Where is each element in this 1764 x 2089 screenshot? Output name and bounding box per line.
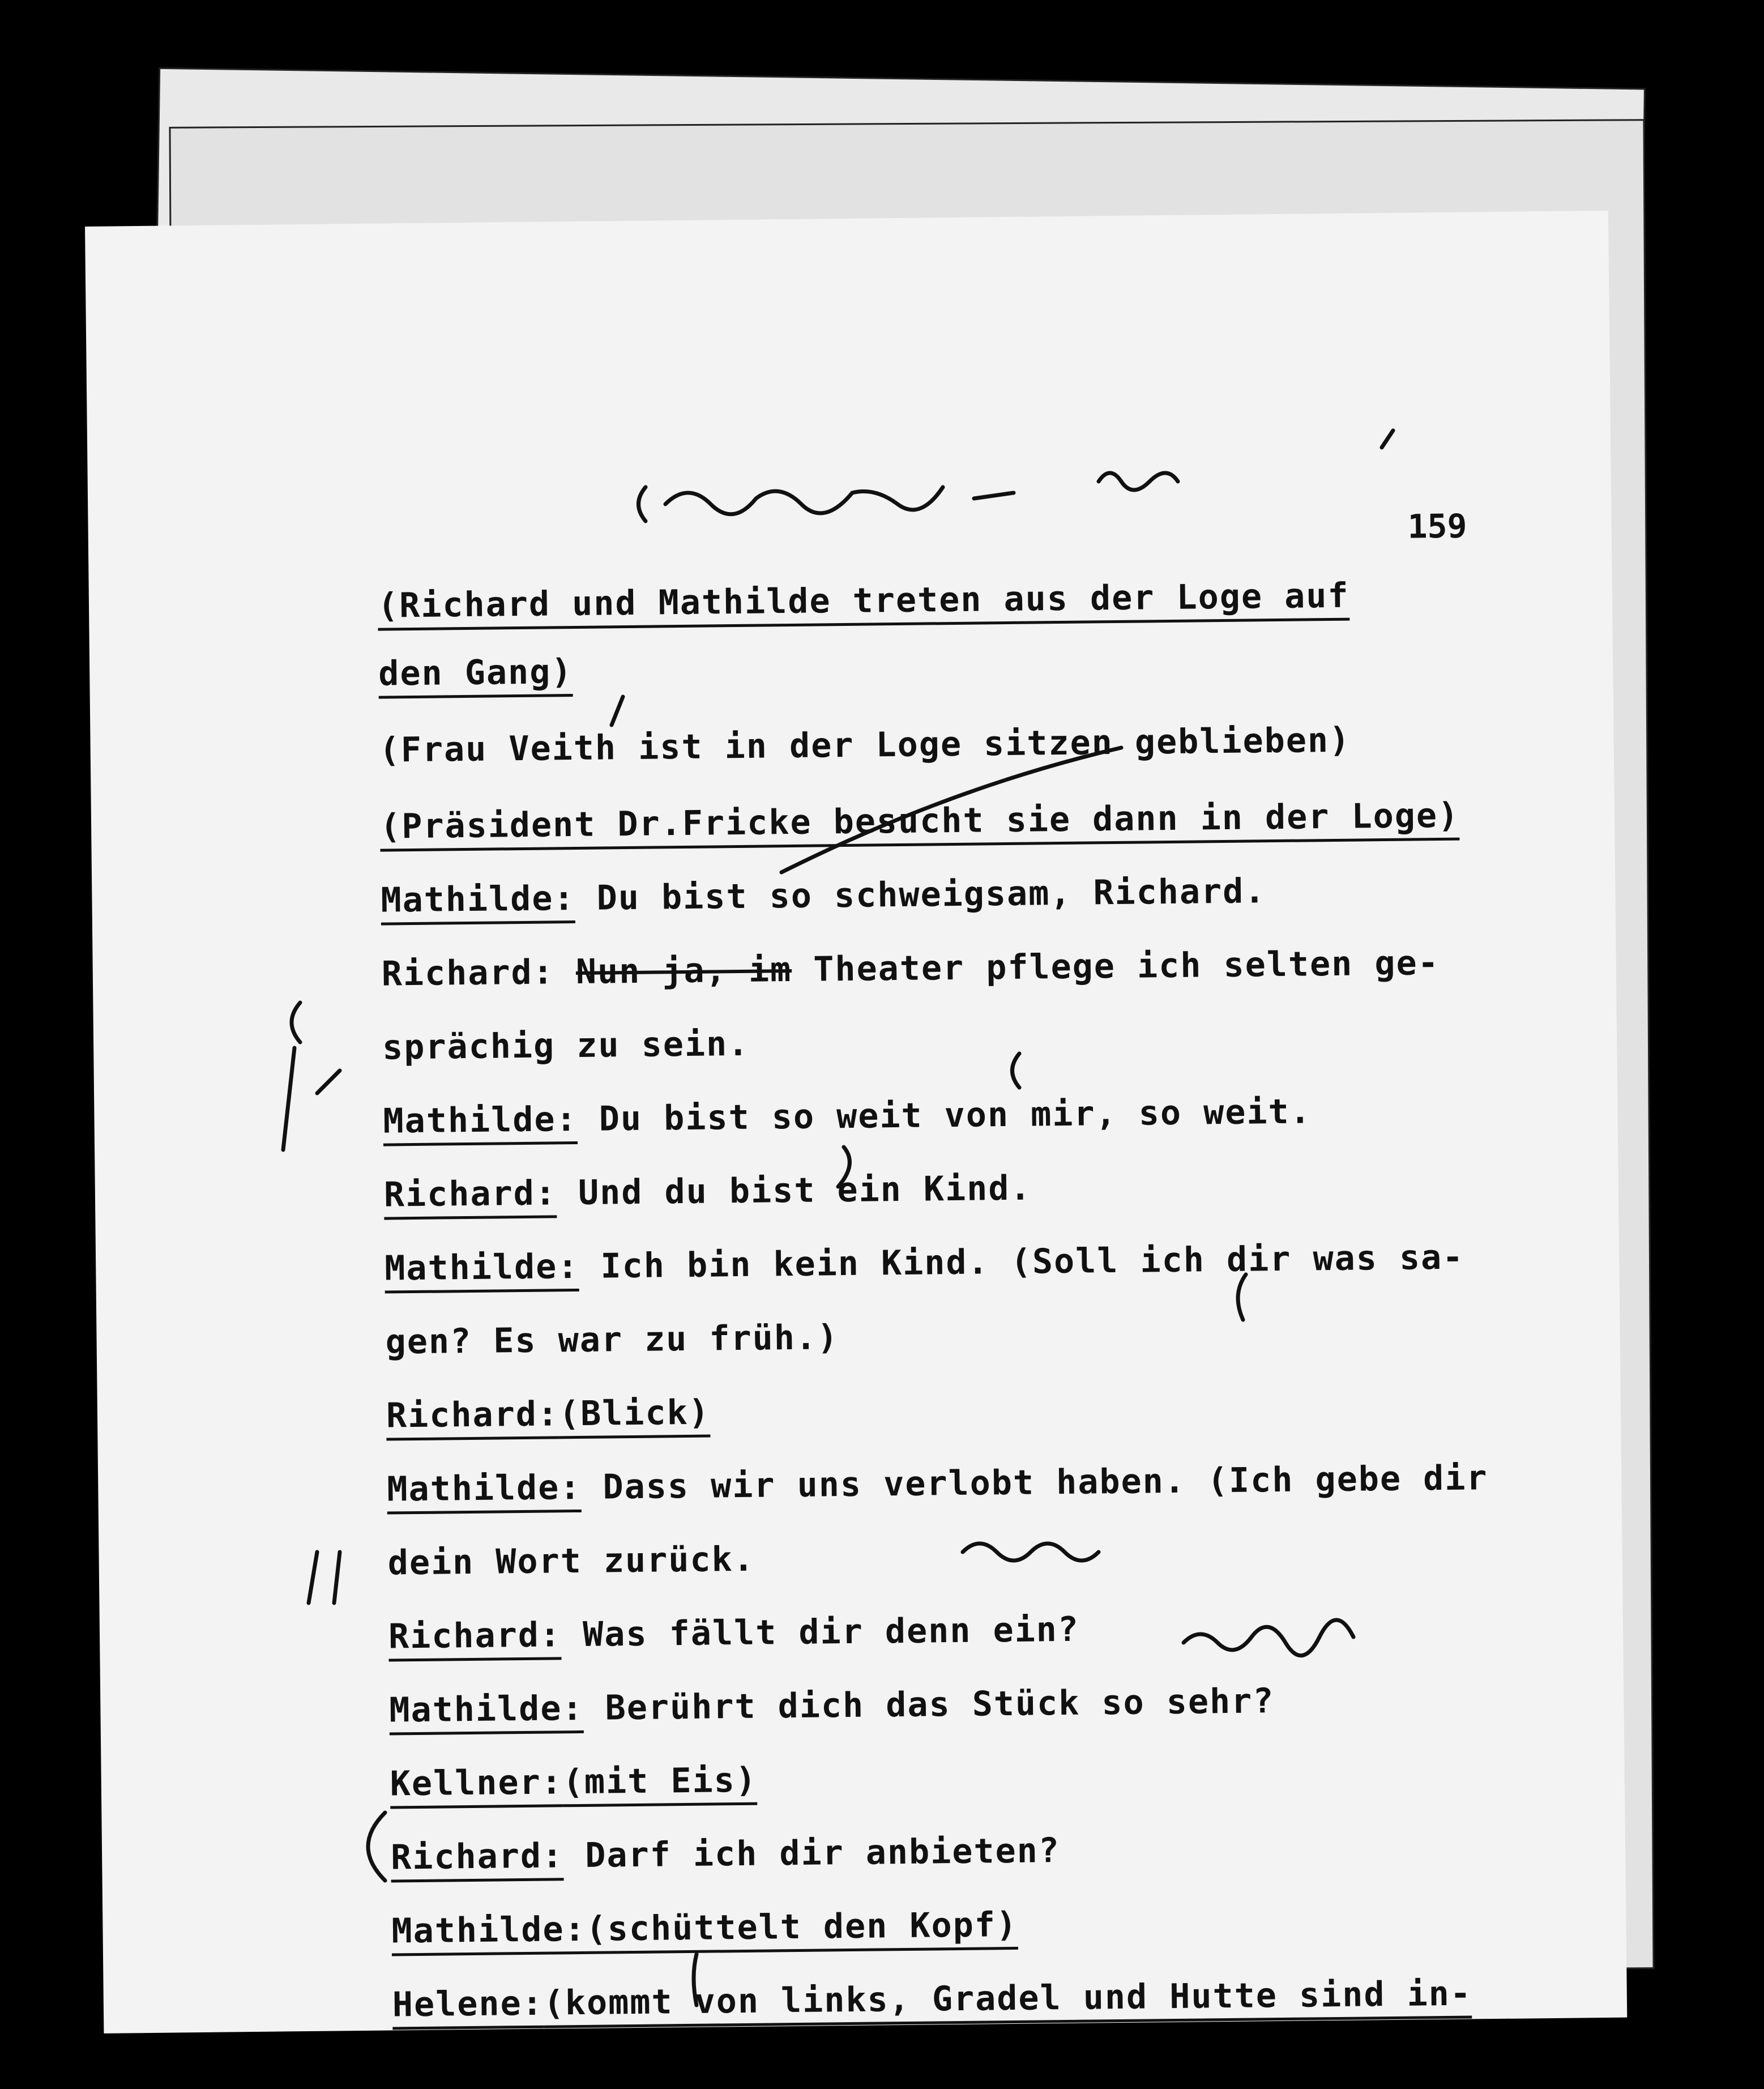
- stage-direction-line: (Präsident Dr.Fricke besucht sie dann in der Loge): [380, 796, 1460, 847]
- speaker-label: Richard:: [384, 1173, 557, 1220]
- dialogue-line: Mathilde: Dass wir uns verlobt haben. (Ich gebe dir: [387, 1458, 1488, 1514]
- dialogue-line: Mathilde:(schüttelt den Kopf): [391, 1905, 1018, 1956]
- dialogue-line: Richard:(Blick): [386, 1393, 711, 1441]
- speaker-label: Mathilde:: [383, 1099, 578, 1146]
- dialogue-line: Mathilde: Du bist so weit von mir, so weit.: [383, 1092, 1312, 1146]
- stage-direction-line: den Gang): [378, 652, 573, 694]
- dialogue-line: Richard: Nun ja, im Theater pflege ich selten ge-: [381, 943, 1440, 994]
- dialogue-line: sprächig zu sein.: [382, 1024, 750, 1068]
- stage-direction-line: (Frau Veith ist in der Loge sitzen geblieben): [379, 720, 1351, 770]
- dialogue-line: gen? Es war zu früh.): [385, 1318, 839, 1362]
- speaker-label: Kellner:: [390, 1762, 563, 1809]
- stage-direction-line: (Richard und Mathilde treten aus der Loge auf: [378, 576, 1349, 626]
- speaker-label: Mathilde:: [389, 1689, 584, 1736]
- speaker-label: Mathilde:: [381, 879, 575, 926]
- dialogue-line: Mathilde: Berührt dich das Stück so sehr?: [389, 1681, 1275, 1735]
- page-number: 159: [1407, 506, 1467, 546]
- speaker-label: Mathilde:: [387, 1468, 582, 1515]
- dialogue-line: Richard: Was fällt dir denn ein?: [388, 1610, 1080, 1662]
- dialogue-line: Kellner:(mit Eis): [390, 1760, 757, 1809]
- speaker-label: Richard:: [391, 1836, 564, 1882]
- dialogue-line: Mathilde: Du bist so schweigsam, Richard.: [381, 871, 1266, 925]
- speaker-label: Richard:: [388, 1615, 562, 1661]
- struck-text: Nun ja, im: [575, 950, 792, 992]
- dialogue-line: Richard: Und du bist ein Kind.: [384, 1169, 1032, 1220]
- dialogue-line: Richard: Darf ich dir anbieten?: [391, 1831, 1061, 1882]
- speaker-label: Richard:: [386, 1394, 559, 1440]
- dialogue-line: Mathilde: Ich bin kein Kind. (Soll ich dir was sa-: [385, 1238, 1464, 1294]
- speaker-label: Mathilde:: [391, 1909, 586, 1956]
- speaker-label: Richard:: [381, 952, 555, 994]
- dialogue-line: dein Wort zurück.: [387, 1539, 755, 1583]
- speaker-label: Mathilde:: [385, 1247, 579, 1294]
- dialogue-line: Helene:(kommt von links, Gradel und Hutte sind in-: [392, 1974, 1472, 2030]
- speaker-label: Helene:: [392, 1984, 544, 2030]
